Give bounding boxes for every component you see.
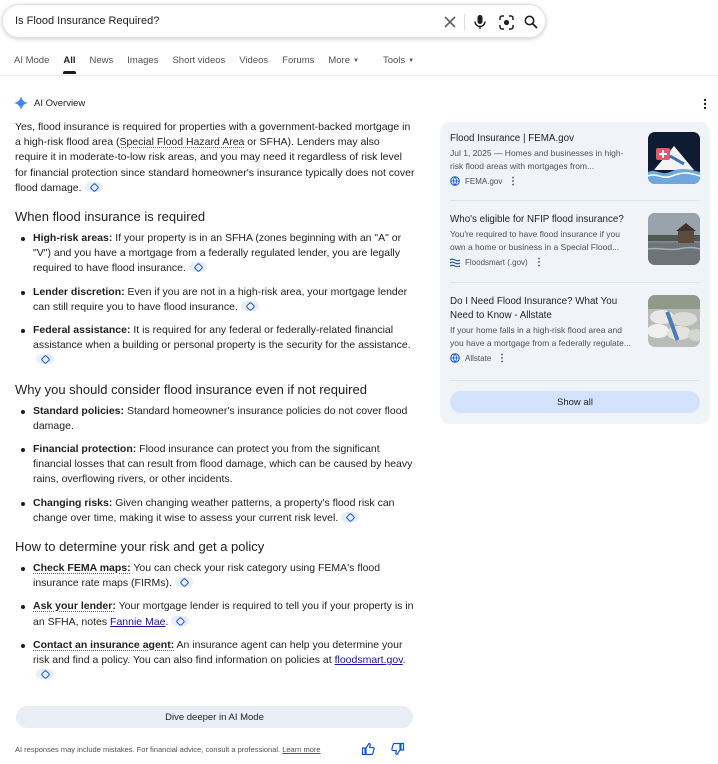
list-item xyxy=(33,323,415,369)
source-link-icon[interactable] xyxy=(189,262,207,272)
lens-icon[interactable] xyxy=(497,13,515,31)
item-term: Standard policies: xyxy=(33,404,125,417)
item-term: Changing risks: xyxy=(33,496,113,509)
source-link-icon[interactable] xyxy=(85,182,103,192)
item-text: Even if you are not in a high-risk area, your mortgage lender can still require you to have flood insurance. xyxy=(33,285,408,313)
bullet-list xyxy=(15,561,415,683)
list-item xyxy=(33,404,415,434)
tab-tools-label: Tools xyxy=(382,55,406,66)
floodsmart-link[interactable]: floodsmart.gov xyxy=(334,654,403,667)
show-all-button[interactable]: Show all xyxy=(450,391,700,413)
source-title[interactable]: Who's eligible for NFIP flood insurance? xyxy=(450,214,624,225)
tab-more[interactable] xyxy=(328,55,359,66)
item-term: Lender discretion: xyxy=(33,285,125,298)
flood-photo-thumbnail[interactable] xyxy=(648,213,700,265)
item-text: Standard homeowner's insurance policies do not cover flood damage. xyxy=(33,404,408,432)
caret-down-icon: ▼ xyxy=(408,58,415,64)
source-snippet: You're required to have flood insurance if you own a home or business in a Special Flood... xyxy=(450,229,621,252)
tabs-divider xyxy=(0,75,718,76)
item-text: If your property is in an SFHA (zones beginning with an "A" or "V") and you have a mortgage from a federally regulated lender, you are legally required to have flood insurance. xyxy=(33,232,402,275)
intro-paragraph xyxy=(15,120,415,196)
item-term: Federal assistance: xyxy=(33,324,131,337)
caret-down-icon: ▼ xyxy=(353,58,359,64)
fannie-mae-link[interactable]: Fannie Mae xyxy=(110,615,166,628)
source-name: Floodsmart (.gov) xyxy=(465,257,528,267)
source-name: Allstate xyxy=(465,353,492,363)
source-site xyxy=(450,353,700,363)
section-heading: When flood insurance is required xyxy=(15,209,206,225)
clear-icon[interactable] xyxy=(441,13,459,31)
item-after: . xyxy=(165,615,169,628)
tab-news[interactable]: News xyxy=(89,55,114,66)
source-link-icon[interactable] xyxy=(171,616,189,626)
sources-panel xyxy=(440,122,710,424)
ai-overview-header xyxy=(14,96,85,110)
tab-videos[interactable]: Videos xyxy=(239,55,269,66)
search-divider xyxy=(464,14,465,30)
more-options-icon[interactable] xyxy=(537,257,541,267)
source-snippet: If your home falls in a high-risk flood area and you have a mortgage from a federally regulate... xyxy=(450,325,631,348)
ai-overview-body xyxy=(15,120,415,691)
list-item xyxy=(33,599,415,629)
tab-all[interactable]: All xyxy=(63,55,76,66)
thumbs-up-icon[interactable] xyxy=(361,742,375,756)
tab-tools[interactable] xyxy=(383,55,414,66)
more-options-icon[interactable] xyxy=(511,176,515,186)
learn-more-link[interactable]: Learn more xyxy=(282,745,321,754)
source-link-icon[interactable] xyxy=(36,354,54,364)
sandbags-thumbnail[interactable] xyxy=(648,295,700,347)
intro-text-a: Yes, flood insurance is required for properties with a government-backed mortgage in a high-risk flood area ( xyxy=(15,121,411,149)
list-item xyxy=(33,496,415,526)
item-text: Your mortgage lender is required to tell you if your property is in an SFHA, notes xyxy=(33,600,414,628)
list-item xyxy=(33,231,415,277)
item-text: It is required for any federal or federally-related financial assistance when a building or personal property is the security for the assistance. xyxy=(33,324,411,352)
tab-ai-mode[interactable]: AI Mode xyxy=(14,55,50,66)
tab-more-label: More xyxy=(328,55,351,66)
item-text: Flood insurance can protect you from the significant financial losses that can result from flood damage, which can be caused by heavy rains, overflowing rivers, or other incidents. xyxy=(33,443,413,486)
search-bar xyxy=(2,4,546,38)
source-card[interactable] xyxy=(450,295,700,363)
list-item xyxy=(33,442,415,488)
source-link-icon[interactable] xyxy=(241,301,259,311)
item-text: Given changing weather patterns, a property's flood risk can change over time, making it wise to assess your current risk level. xyxy=(33,496,395,524)
globe-icon xyxy=(450,353,460,363)
dive-deeper-button[interactable]: Dive deeper in AI Mode xyxy=(16,706,413,728)
sfha-term[interactable]: Special Flood Hazard Area xyxy=(119,136,245,149)
list-item xyxy=(33,638,415,684)
bullet-list xyxy=(15,231,415,369)
card-divider xyxy=(450,380,700,381)
search-tabs xyxy=(14,55,428,66)
source-card[interactable] xyxy=(450,132,700,186)
source-title[interactable]: Do I Need Flood Insurance? What You Need to Know - Allstate xyxy=(450,296,618,321)
ai-overview-label: AI Overview xyxy=(34,97,86,109)
search-icon[interactable] xyxy=(522,13,540,31)
more-options-icon[interactable] xyxy=(500,353,504,363)
bullet-list xyxy=(15,404,415,526)
source-link-icon[interactable] xyxy=(36,669,54,679)
list-item xyxy=(33,561,415,591)
source-name: FEMA.gov xyxy=(465,176,503,186)
sparkle-icon xyxy=(14,96,28,110)
intro-text-b: or SFHA). Lenders may also require it in moderate-to-low risk areas, and you may need it regardless of risk level for financial protection since standard homeowner's insurance typically does not cover flood damage. xyxy=(15,136,415,194)
item-text: You can check your risk category using FEMA's flood insurance rate maps (FIRMs). xyxy=(33,562,381,590)
tab-images[interactable]: Images xyxy=(127,55,159,66)
item-term[interactable]: Ask your lender: xyxy=(33,600,116,613)
item-after: . xyxy=(402,654,406,667)
section-heading: Why you should consider flood insurance even if not required xyxy=(15,381,367,397)
waves-icon xyxy=(450,257,460,267)
source-title[interactable]: Flood Insurance | FEMA.gov xyxy=(450,133,574,144)
tab-forums[interactable]: Forums xyxy=(282,55,315,66)
source-card[interactable] xyxy=(450,213,700,267)
card-divider xyxy=(450,282,700,283)
globe-icon xyxy=(450,176,460,186)
fema-thumbnail[interactable] xyxy=(648,132,700,184)
search-input[interactable] xyxy=(15,15,415,27)
thumbs-down-icon[interactable] xyxy=(391,742,405,756)
source-link-icon[interactable] xyxy=(341,512,359,522)
item-term: Financial protection: xyxy=(33,443,137,456)
item-term[interactable]: Check FEMA maps: xyxy=(33,562,131,575)
card-divider xyxy=(450,200,700,201)
item-text: An insurance agent can help you determine your risk and find a policy. You can also find information on policies at xyxy=(33,638,403,667)
tab-short-videos[interactable]: Short videos xyxy=(172,55,226,66)
disclaimer-text: AI responses may include mistakes. For financial advice, consult a professional. xyxy=(15,745,283,754)
source-link-icon[interactable] xyxy=(175,577,193,587)
section-heading: How to determine your risk and get a policy xyxy=(15,539,265,555)
item-term[interactable]: Contact an insurance agent: xyxy=(33,638,175,651)
source-snippet: Jul 1, 2025 — Homes and businesses in high-risk flood areas with mortgages from... xyxy=(450,148,624,171)
ai-disclaimer xyxy=(15,745,321,754)
microphone-icon[interactable] xyxy=(471,13,489,31)
item-term: High-risk areas: xyxy=(33,232,113,245)
more-options-icon[interactable] xyxy=(700,97,710,111)
list-item xyxy=(33,285,415,315)
